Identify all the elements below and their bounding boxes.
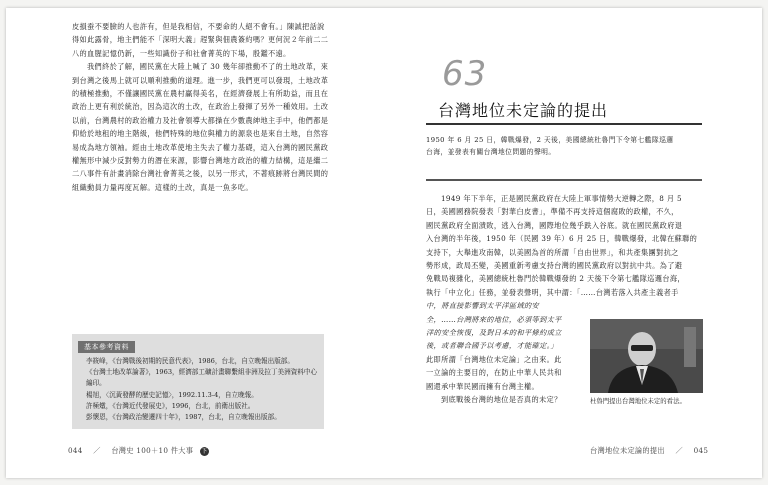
- intro-rule: [426, 179, 702, 181]
- text-line: 政治上更有利於統治，因為這次的土改，在政治上發揮了另外一種效用。土改: [72, 102, 329, 112]
- reference-item: 編印。: [86, 379, 106, 388]
- text-line: 二八事件有計畫消除台灣社會菁英之後，以另一形式，不著痕跡將台灣民間的: [72, 169, 329, 179]
- text-line: 1949 年下半年，正是國民黨政府在大陸上軍事情勢大逆轉之際，8 月 5: [441, 194, 682, 203]
- left-footer: [68, 446, 209, 456]
- right-footer: [590, 446, 708, 456]
- text-line: 易成為地方領袖。經由土地改革使地主失去了權力基礎，這入台灣的國民黨政: [72, 142, 329, 152]
- title-rule: [426, 123, 702, 125]
- text-line: 入台灣的半年後，1950 年（民國 39 年）6 月 25 日，韓戰爆發，北韓在蘇聯的: [426, 234, 698, 244]
- left-body-text: [72, 20, 328, 194]
- intro-line: 1950 年 6 月 25 日，韓戰爆發，2 天後，美國總統杜魯門下令第七艦隊巡邏: [426, 136, 674, 144]
- text-line: 組織動員力量再度瓦解。這樣的土改，真是一魚多吃。: [72, 182, 253, 192]
- text-line: 免戰局複雜化，美國總統杜魯門於韓戰爆發的 2 天後下令第七艦隊巡邏台海，: [426, 274, 685, 284]
- footer-separator: ／: [93, 446, 101, 455]
- text-line: 中，將直接影響到太平洋區域的安: [426, 301, 540, 311]
- chapter-number: 63: [442, 54, 488, 94]
- text-line: 執行「中立化」任務，並發表聲明，其中謂：「……台灣若落入共產主義者手: [426, 287, 679, 297]
- book-title: 台灣史 100＋10 件大事: [111, 446, 194, 455]
- chapter-title: 台灣地位未定論的提出: [438, 101, 609, 120]
- reference-item: 彭懷恩，《台灣政治變遷四十年》，1987，台北，自立晚報出版部。: [86, 413, 281, 422]
- text-line: 以前，台灣農村的政治權力及社會領導大都操在少數農紳地主手中，他們都是: [72, 115, 329, 125]
- volume-badge: 下: [201, 447, 208, 455]
- text-line: 八的血腥記憶仍新，一些知識份子和社會菁英的下場，殷鑑不遠。: [72, 48, 291, 58]
- intro-line: 台海，並發表有關台灣地位問題的聲明。: [426, 148, 556, 156]
- left-page: [6, 8, 384, 478]
- text-line: 國還承中華民國而擁有台灣主權。: [426, 381, 540, 391]
- reference-item: 楊旭，〈沉黃發酵的歷史記憶〉，1992.11.3-4，自立晚報。: [86, 390, 258, 399]
- reference-box: [72, 334, 324, 429]
- reference-item: 《台灣土地改革論著》，1963，經濟部工礦計畫聯繫組非洲及拉丁美洲資料中心: [86, 368, 318, 377]
- reference-list: [72, 356, 324, 423]
- text-line: 勢形成，政局丕變，美國重新考慮支持台灣的國民黨政府以對抗中共。為了避: [426, 261, 683, 271]
- chapter-intro: [426, 134, 673, 158]
- portrait-image: [590, 319, 703, 393]
- running-title: 台灣地位未定論的提出: [590, 446, 665, 455]
- text-line: 日，美國國務院發表「對華白皮書」，準備不再支持這個腐敗的政權，不久，: [426, 207, 679, 217]
- photo-caption: 杜魯門提出台灣地位未定的看法。: [590, 397, 686, 405]
- text-line: 皮損蚕不要臉的人也許有，但是我相信，不要命的人絕不會有。」陳誠把話說: [72, 22, 325, 31]
- text-line: 到底戰後台灣的地位是否真的未定？: [441, 395, 562, 405]
- right-page-number: 045: [693, 446, 709, 455]
- text-line: 的積極推動，不僅讓國民黨在農村贏得美名，在經濟發展上有所助益，而且在: [72, 89, 329, 99]
- reference-item: 李筱峰，《台灣戰後初期的民意代表》，1986，台北，自立晚報出版部。: [86, 357, 294, 365]
- reference-heading: 基本參考資料: [78, 341, 135, 353]
- truman-photo: [590, 319, 703, 393]
- text-line: 權無形中減少反對勢力的潛在來源，影響台灣地方政治的權力結構，這是繼二: [72, 156, 329, 166]
- text-line: 一立論的主要目的，在防止中華人民共和: [426, 368, 562, 378]
- footer-separator: ／: [675, 446, 683, 455]
- text-line: 支持下，大舉進攻南韓，以美國為首的所謂「自由世界」，和共產集團對抗之: [426, 247, 679, 257]
- text-line: 洋的安全恢復，及對日本的和平條約成立: [426, 328, 562, 338]
- text-line: 得如此露骨，地主們能不「深明大義」趕緊與佃農簽約嗎？更何況２年前二二: [72, 35, 329, 45]
- reference-item: 許極燉，《台灣近代發展史》，1996，台北，前衛出版社。: [86, 401, 255, 410]
- book-spread: [6, 8, 762, 478]
- left-page-number: 044: [68, 446, 83, 455]
- text-line: 此即所謂「台灣地位未定論」之由來。此: [426, 354, 562, 364]
- text-line: 我們終於了解，國民黨在大陸上喊了 30 幾年卻推動不了的土地改革，來: [87, 62, 329, 72]
- text-line: 後，或者聯合國予以考慮，才能確定。」: [426, 341, 559, 351]
- text-line: 國民黨政府全面潰敗，逃入台灣，國際地位幾乎跌入谷底。就在國民黨政府退: [426, 220, 683, 230]
- text-line: 到台灣之後馬上就可以順利推動的道理。進一步，我們更可以發現，土地改革: [72, 75, 329, 85]
- text-line: 仰給於地租的地主階級，他們特殊的地位與權力的源泉也是來自土地，自然容: [72, 129, 329, 139]
- text-line: 全，……台灣將來的地位，必須等到太平: [426, 314, 562, 324]
